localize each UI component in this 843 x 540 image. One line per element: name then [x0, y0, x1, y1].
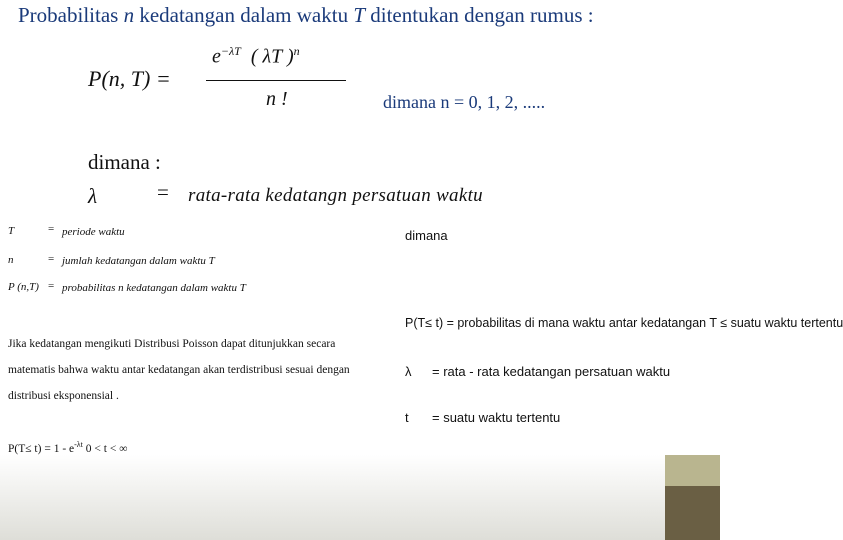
def-symbol: T: [8, 225, 15, 237]
t-symbol: t: [405, 410, 409, 425]
fraction-line: [206, 80, 346, 81]
lambda-definition-right: = rata - rata kedatangan persatuan waktu: [432, 364, 671, 379]
formula-denominator: n !: [266, 88, 288, 110]
paragraph-line: Jika kedatangan mengikuti Distribusi Poisson dapat ditunjukkan secara: [8, 338, 336, 350]
paragraph-line: matematis bahwa waktu antar kedatangan akan terdistribusi sesuai dengan: [8, 364, 350, 376]
lambda-equals: =: [157, 180, 169, 204]
exponential-formula: $P(T\le t) = 1 - e^{-\lambda t}$ 0 < t < ∞: [8, 440, 128, 455]
corner-block-light: [665, 455, 720, 486]
formula-lhs: P(n, T) =: [88, 66, 171, 91]
t-definition: = suatu waktu tertentu: [432, 410, 561, 425]
p-definition: P(T≤ t) = probabilitas di mana waktu antar kedatangan T ≤ suatu waktu tertentu: [405, 316, 843, 330]
def-equals: =: [48, 280, 55, 292]
paragraph-line: distribusi eksponensial .: [8, 390, 119, 402]
formula-numerator: $e^{-\lambda T}$ ( λT )$^n$: [212, 44, 300, 68]
def-symbol: n: [8, 254, 14, 266]
def-description: periode waktu: [62, 226, 125, 238]
def-equals: =: [48, 253, 55, 265]
n-range-note: dimana n = 0, 1, 2, .....: [383, 92, 546, 112]
lambda-definition: rata-rata kedatangn persatuan waktu: [188, 185, 483, 206]
def-description: jumlah kedatangan dalam waktu T: [62, 255, 215, 267]
slide-title: Probabilitas n kedatangan dalam waktu T ditentukan dengan rumus :: [18, 3, 594, 27]
corner-block-dark: [665, 486, 720, 540]
def-symbol: P (n,T): [8, 281, 39, 293]
lambda-symbol: λ: [88, 184, 98, 208]
background-gradient: [0, 455, 665, 540]
dimana-heading: dimana :: [88, 150, 161, 174]
right-dimana: dimana: [405, 228, 448, 243]
def-description: probabilitas n kedatangan dalam waktu T: [62, 282, 246, 294]
def-equals: =: [48, 223, 55, 235]
lambda-symbol-right: λ: [405, 364, 412, 379]
